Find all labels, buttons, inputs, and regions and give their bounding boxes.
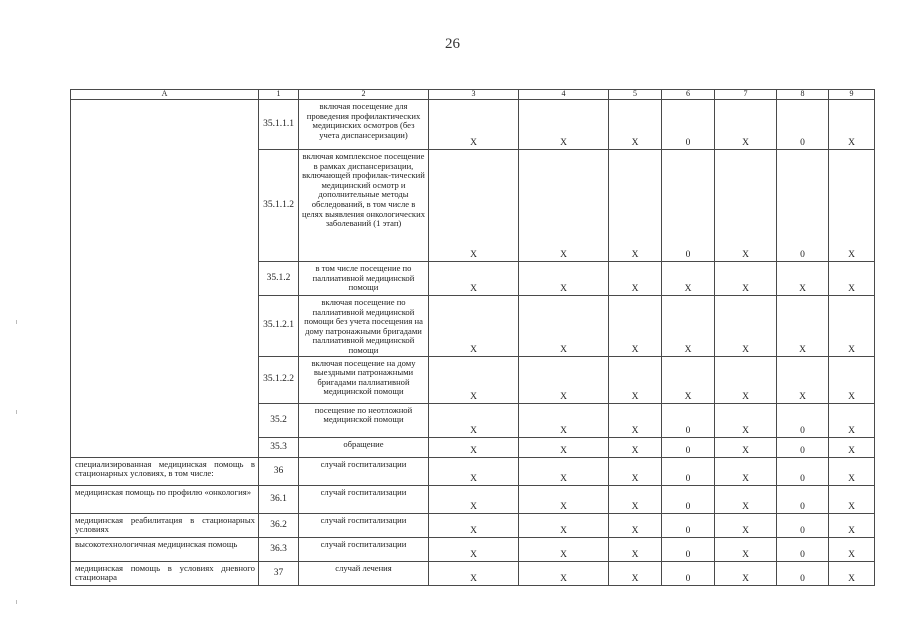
- value-cell: 0: [777, 537, 829, 561]
- value-cell: Х: [829, 485, 875, 513]
- row-code: 35.2: [259, 403, 299, 437]
- row-description: случай лечения: [299, 561, 429, 585]
- value-cell: Х: [609, 513, 662, 537]
- header-cell: 7: [715, 90, 777, 100]
- header-cell: 9: [829, 90, 875, 100]
- data-table: [70, 89, 875, 586]
- row-code: 37: [259, 561, 299, 585]
- value-cell: Х: [829, 100, 875, 150]
- row-code: 35.1.1.1: [259, 100, 299, 150]
- row-description: включая посещение по паллиативной медицинской помощи без учета посещения на дому патронажными бригадами паллиативной медицинской помощи: [299, 296, 429, 357]
- value-cell: Х: [609, 403, 662, 437]
- value-cell: Х: [519, 537, 609, 561]
- value-cell: Х: [519, 513, 609, 537]
- value-cell: Х: [715, 485, 777, 513]
- value-cell: Х: [519, 262, 609, 296]
- row-label: медицинская реабилитация в стационарных условиях: [71, 513, 259, 537]
- value-cell: Х: [829, 513, 875, 537]
- value-cell: 0: [777, 150, 829, 262]
- value-cell: Х: [715, 537, 777, 561]
- header-cell: 5: [609, 90, 662, 100]
- row-description: случай госпитализации: [299, 485, 429, 513]
- value-cell: 0: [777, 561, 829, 585]
- row-description: случай госпитализации: [299, 537, 429, 561]
- value-cell: Х: [829, 537, 875, 561]
- value-cell: Х: [829, 457, 875, 485]
- header-cell: 3: [429, 90, 519, 100]
- value-cell: 0: [777, 457, 829, 485]
- value-cell: Х: [829, 437, 875, 457]
- value-cell: Х: [519, 485, 609, 513]
- header-cell: 4: [519, 90, 609, 100]
- value-cell: Х: [715, 262, 777, 296]
- row-code: 36.3: [259, 537, 299, 561]
- value-cell: 0: [662, 537, 715, 561]
- value-cell: Х: [829, 296, 875, 357]
- value-cell: Х: [662, 262, 715, 296]
- value-cell: Х: [715, 100, 777, 150]
- table-row: [71, 561, 875, 585]
- value-cell: 0: [662, 561, 715, 585]
- value-cell: Х: [429, 537, 519, 561]
- table-row: [71, 513, 875, 537]
- value-cell: 0: [777, 513, 829, 537]
- value-cell: Х: [662, 356, 715, 403]
- row-description: включая посещение на дому выездными патронажными бригадами паллиативной медицинской помощи: [299, 356, 429, 403]
- table-row: [71, 485, 875, 513]
- value-cell: Х: [429, 100, 519, 150]
- value-cell: Х: [429, 403, 519, 437]
- row-code: 35.1.2.1: [259, 296, 299, 357]
- row-label: медицинская помощь в условиях дневного стационара: [71, 561, 259, 585]
- row-label: медицинская помощь по профилю «онкология»: [71, 485, 259, 513]
- table-row: [71, 537, 875, 561]
- value-cell: Х: [429, 296, 519, 357]
- row-code: 36.1: [259, 485, 299, 513]
- row-code: 35.3: [259, 437, 299, 457]
- row-code: 36.2: [259, 513, 299, 537]
- value-cell: Х: [715, 561, 777, 585]
- table-row: [71, 100, 875, 150]
- value-cell: 0: [662, 150, 715, 262]
- value-cell: Х: [429, 437, 519, 457]
- value-cell: Х: [829, 403, 875, 437]
- header-cell: 1: [259, 90, 299, 100]
- value-cell: Х: [715, 457, 777, 485]
- row-label: высокотехнологичная медицинская помощь: [71, 537, 259, 561]
- scan-mark: [16, 600, 17, 604]
- table-row: [71, 457, 875, 485]
- value-cell: 0: [777, 100, 829, 150]
- value-cell: Х: [429, 561, 519, 585]
- value-cell: Х: [715, 437, 777, 457]
- value-cell: Х: [609, 561, 662, 585]
- value-cell: Х: [829, 262, 875, 296]
- value-cell: Х: [829, 356, 875, 403]
- value-cell: Х: [609, 437, 662, 457]
- row-description: в том числе посещение по паллиативной медицинской помощи: [299, 262, 429, 296]
- header-cell: 8: [777, 90, 829, 100]
- value-cell: Х: [429, 356, 519, 403]
- row-label: специализированная медицинская помощь в стационарных условиях, в том числе:: [71, 457, 259, 485]
- value-cell: Х: [609, 537, 662, 561]
- row-description: включая комплексное посещение в рамках диспансеризации, включающей профилак-тический медицинский осмотр и дополнительные методы обследований, в том числе в целях выявления онкологических заболеваний (1 этап): [299, 150, 429, 262]
- value-cell: Х: [519, 356, 609, 403]
- value-cell: 0: [662, 437, 715, 457]
- header-cell: 2: [299, 90, 429, 100]
- header-cell: А: [71, 90, 259, 100]
- value-cell: Х: [715, 513, 777, 537]
- value-cell: Х: [429, 150, 519, 262]
- value-cell: Х: [715, 403, 777, 437]
- value-cell: 0: [662, 485, 715, 513]
- value-cell: Х: [777, 296, 829, 357]
- value-cell: 0: [662, 100, 715, 150]
- value-cell: Х: [715, 296, 777, 357]
- value-cell: Х: [609, 150, 662, 262]
- value-cell: Х: [429, 485, 519, 513]
- value-cell: Х: [429, 262, 519, 296]
- value-cell: Х: [519, 100, 609, 150]
- row-code: 35.1.2: [259, 262, 299, 296]
- value-cell: 0: [662, 513, 715, 537]
- header-row: [71, 90, 875, 100]
- page-number: 26: [445, 36, 460, 52]
- value-cell: Х: [715, 356, 777, 403]
- value-cell: Х: [777, 356, 829, 403]
- value-cell: Х: [429, 457, 519, 485]
- value-cell: Х: [829, 150, 875, 262]
- value-cell: Х: [519, 403, 609, 437]
- value-cell: Х: [609, 100, 662, 150]
- value-cell: Х: [429, 513, 519, 537]
- value-cell: Х: [519, 437, 609, 457]
- row-code: 36: [259, 457, 299, 485]
- value-cell: Х: [829, 561, 875, 585]
- scan-mark: [16, 410, 17, 414]
- value-cell: Х: [609, 262, 662, 296]
- value-cell: Х: [519, 296, 609, 357]
- row-label-empty: [71, 100, 259, 458]
- value-cell: Х: [777, 262, 829, 296]
- value-cell: Х: [519, 561, 609, 585]
- value-cell: Х: [519, 457, 609, 485]
- row-description: посещение по неотложной медицинской помощи: [299, 403, 429, 437]
- value-cell: Х: [609, 485, 662, 513]
- row-code: 35.1.1.2: [259, 150, 299, 262]
- row-description: случай госпитализации: [299, 513, 429, 537]
- value-cell: 0: [777, 485, 829, 513]
- value-cell: Х: [519, 150, 609, 262]
- value-cell: Х: [609, 457, 662, 485]
- value-cell: Х: [715, 150, 777, 262]
- row-code: 35.1.2.2: [259, 356, 299, 403]
- value-cell: 0: [662, 457, 715, 485]
- value-cell: 0: [777, 437, 829, 457]
- value-cell: 0: [662, 403, 715, 437]
- row-description: случай госпитализации: [299, 457, 429, 485]
- row-description: включая посещение для проведения профилактических медицинских осмотров (без учета диспансеризации): [299, 100, 429, 150]
- value-cell: 0: [777, 403, 829, 437]
- value-cell: Х: [662, 296, 715, 357]
- value-cell: Х: [609, 356, 662, 403]
- header-cell: 6: [662, 90, 715, 100]
- row-description: обращение: [299, 437, 429, 457]
- value-cell: Х: [609, 296, 662, 357]
- scan-mark: [16, 320, 17, 324]
